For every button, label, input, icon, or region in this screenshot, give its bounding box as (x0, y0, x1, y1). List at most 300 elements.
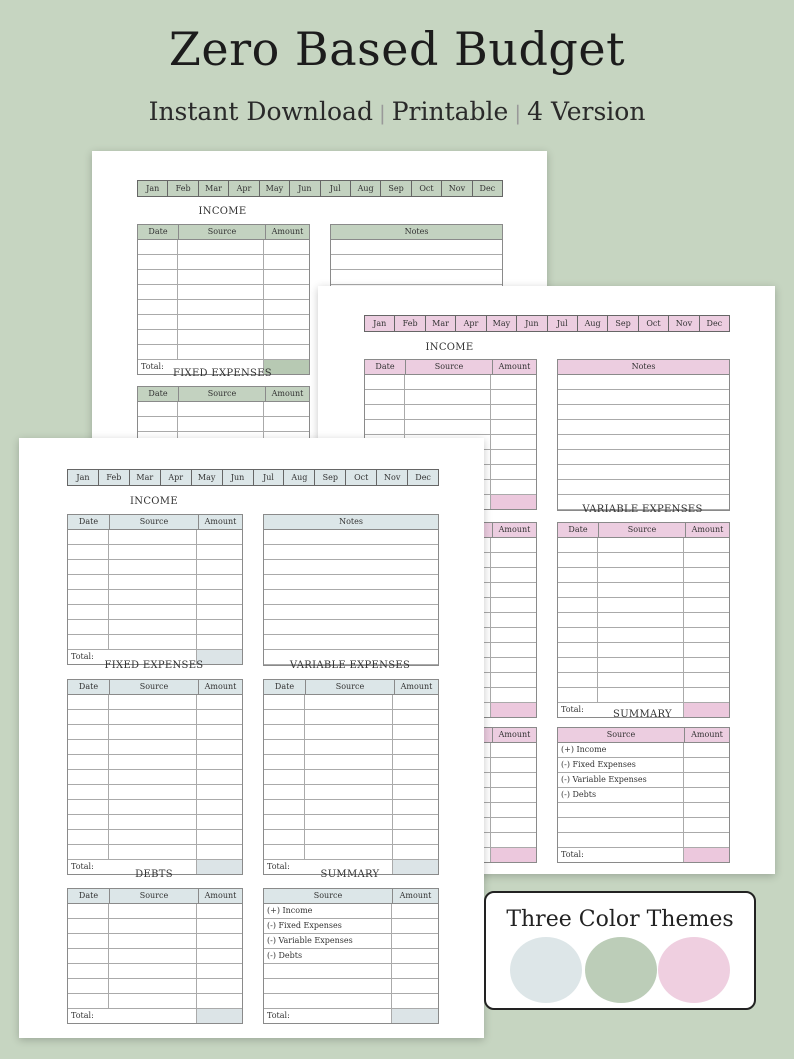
month-mar: Mar (426, 316, 456, 331)
col-source: Source (406, 360, 493, 374)
notes-table-header (331, 225, 502, 240)
cell (178, 285, 264, 299)
col-source: Source (558, 728, 685, 742)
cell (178, 417, 264, 431)
cell (684, 673, 729, 687)
month-may: May (192, 470, 223, 485)
cell (264, 560, 438, 574)
cell (393, 815, 438, 829)
cell (491, 598, 536, 612)
cell (491, 743, 536, 757)
cell (197, 620, 242, 634)
cell (393, 740, 438, 754)
col-amount: Amount (400, 682, 433, 691)
cell (197, 934, 242, 948)
col-date: Date (558, 523, 599, 537)
table-row (558, 583, 729, 598)
cell (684, 643, 729, 657)
col-source: Source (179, 225, 266, 239)
cell (264, 830, 305, 844)
col-date: Date (68, 889, 110, 903)
cell (109, 755, 197, 769)
cell (491, 450, 536, 464)
cell (138, 240, 178, 254)
cell (197, 785, 242, 799)
cell (197, 695, 242, 709)
cell (197, 979, 242, 993)
month-jun: Jun (290, 181, 320, 196)
cell (598, 673, 684, 687)
total-label: Total: (558, 848, 684, 862)
cell (264, 270, 309, 284)
cell (305, 785, 393, 799)
col-source: Source (599, 523, 686, 537)
cell (558, 803, 684, 817)
fixed-expenses-table (67, 679, 243, 875)
cell (264, 755, 305, 769)
cell (197, 949, 242, 963)
cell (68, 770, 109, 784)
cell (109, 635, 197, 649)
table-row (264, 635, 438, 650)
col-amount: Amount (271, 227, 304, 236)
cell (109, 575, 197, 589)
cell (109, 785, 197, 799)
table-row (138, 255, 309, 270)
cell (491, 375, 536, 389)
cell (68, 815, 109, 829)
cell (138, 270, 178, 284)
total-label: Total: (68, 650, 197, 664)
cell (109, 605, 197, 619)
cell (684, 818, 729, 832)
col-amount: Amount (399, 891, 432, 900)
section-title-income: INCOME (425, 342, 474, 353)
cell (264, 710, 305, 724)
table-row (138, 417, 309, 432)
col-source: Source (110, 680, 199, 694)
table-row (68, 530, 242, 545)
month-mar: Mar (199, 181, 229, 196)
table-row (264, 919, 438, 934)
cell (68, 545, 109, 559)
cell (558, 583, 598, 597)
debts-table (67, 888, 243, 1024)
cell (68, 994, 109, 1008)
cell (109, 740, 197, 754)
variable-expenses-table (263, 679, 439, 875)
color-themes-card (484, 891, 756, 1010)
cell (197, 605, 242, 619)
month-aug: Aug (351, 181, 381, 196)
cell (138, 345, 178, 359)
cell (264, 964, 392, 978)
cell (109, 620, 197, 634)
summary-item: (-) Fixed Expenses (558, 758, 684, 772)
cell (305, 815, 393, 829)
cell (305, 725, 393, 739)
cell (684, 803, 729, 817)
cell (491, 568, 536, 582)
income-table-header (68, 515, 242, 530)
cell (264, 530, 438, 544)
cell (68, 830, 109, 844)
cell (392, 1009, 438, 1023)
table-row (68, 545, 242, 560)
cell (197, 770, 242, 784)
table-row (68, 845, 242, 860)
cell (197, 964, 242, 978)
table-row (558, 628, 729, 643)
cell (684, 583, 729, 597)
table-row (68, 755, 242, 770)
month-apr: Apr (456, 316, 486, 331)
cell (68, 904, 109, 918)
section-title-debts: DEBTS (135, 869, 173, 880)
cell (684, 743, 729, 757)
table-row (264, 830, 438, 845)
cell (264, 402, 309, 416)
cell (68, 845, 109, 859)
month-dec: Dec (415, 473, 431, 482)
cell (68, 979, 109, 993)
table-row (68, 800, 242, 815)
cell (684, 598, 729, 612)
cell (264, 300, 309, 314)
cell (68, 575, 109, 589)
table-row (264, 740, 438, 755)
table-row (558, 465, 729, 480)
section-title-variable: VARIABLE EXPENSES (582, 504, 703, 515)
cell (558, 643, 598, 657)
summary-table (263, 888, 439, 1024)
cell (264, 994, 392, 1008)
month-jan: Jan (68, 470, 99, 485)
table-row (68, 785, 242, 800)
cell (138, 315, 178, 329)
cell (138, 285, 178, 299)
cell (178, 240, 264, 254)
cell (331, 255, 502, 269)
cell (393, 845, 438, 859)
cell (491, 703, 536, 717)
table-row (264, 605, 438, 620)
summary-item: (+) Income (264, 904, 392, 918)
table-row (558, 803, 729, 818)
cell (264, 315, 309, 329)
cell (109, 590, 197, 604)
cell (264, 695, 305, 709)
table-row (264, 755, 438, 770)
cell (197, 815, 242, 829)
cell (331, 270, 502, 284)
swatch-blue (510, 937, 582, 1003)
cell (178, 300, 264, 314)
table-row (558, 818, 729, 833)
page-title: Zero Based Budget (168, 22, 626, 76)
month-feb: Feb (168, 181, 198, 196)
cell (558, 480, 729, 494)
total-label: Total: (558, 703, 684, 717)
table-row (68, 904, 242, 919)
cell (178, 255, 264, 269)
cell (68, 934, 109, 948)
cell (558, 553, 598, 567)
table-row (264, 934, 438, 949)
cell (109, 919, 197, 933)
table-row (264, 964, 438, 979)
table-row (264, 994, 438, 1009)
cell (197, 575, 242, 589)
cell (109, 845, 197, 859)
table-row (331, 240, 502, 255)
cell (558, 390, 729, 404)
cell (109, 904, 197, 918)
cell (558, 833, 684, 847)
cell (178, 330, 264, 344)
cell (197, 740, 242, 754)
cell (365, 375, 405, 389)
cell (491, 818, 536, 832)
month-mar: Mar (130, 470, 161, 485)
cell (405, 405, 491, 419)
table-row (558, 375, 729, 390)
income-table-header (365, 360, 536, 375)
month-nov: Nov (669, 316, 699, 331)
total-label: Total: (264, 860, 393, 874)
table-row (68, 710, 242, 725)
cell (264, 255, 309, 269)
month-oct: Oct (639, 316, 669, 331)
table-row (558, 673, 729, 688)
cell (264, 545, 438, 559)
cell (684, 688, 729, 702)
col-source: Source (110, 515, 199, 529)
cell (392, 949, 438, 963)
col-source: Source (264, 889, 393, 903)
cell (393, 695, 438, 709)
cell (598, 598, 684, 612)
cell (178, 402, 264, 416)
cell (393, 770, 438, 784)
table-row (558, 598, 729, 613)
cell (393, 785, 438, 799)
table-row (68, 964, 242, 979)
cell (68, 800, 109, 814)
section-title-fixed: FIXED EXPENSES (104, 660, 204, 671)
month-sep: Sep (315, 470, 346, 485)
month-jul: Jul (254, 470, 285, 485)
table-row (264, 949, 438, 964)
cell (197, 545, 242, 559)
table-row (558, 758, 729, 773)
table-row (264, 800, 438, 815)
cell (598, 613, 684, 627)
table-row (68, 695, 242, 710)
table-row (558, 658, 729, 673)
cell (491, 643, 536, 657)
cell (305, 710, 393, 724)
cell (684, 773, 729, 787)
table-row (558, 568, 729, 583)
month-may: May (487, 316, 517, 331)
month-bar (137, 180, 503, 197)
col-amount: Amount (271, 389, 304, 398)
month-jun: Jun (517, 316, 547, 331)
cell (393, 710, 438, 724)
cell (598, 538, 684, 552)
cell (138, 417, 178, 431)
cell (491, 390, 536, 404)
cell (491, 435, 536, 449)
cell (109, 800, 197, 814)
summary-item: (-) Variable Expenses (558, 773, 684, 787)
month-jan: Jan (365, 316, 395, 331)
fixed-expenses-table-header (68, 680, 242, 695)
cell (491, 465, 536, 479)
table-row (264, 620, 438, 635)
cell (558, 375, 729, 389)
total-row (264, 1009, 438, 1023)
cell (365, 390, 405, 404)
variable-expenses-table-header (264, 680, 438, 695)
table-row (264, 590, 438, 605)
cell (264, 240, 309, 254)
cell (197, 755, 242, 769)
summary-table-header (558, 728, 729, 743)
col-source: Source (110, 889, 199, 903)
table-row (68, 815, 242, 830)
table-row (264, 904, 438, 919)
cell (491, 833, 536, 847)
cell (491, 583, 536, 597)
cell (558, 658, 598, 672)
col-date: Date (138, 225, 179, 239)
table-row (558, 643, 729, 658)
table-row (558, 833, 729, 848)
variable-expenses-table-header (558, 523, 729, 538)
cell (684, 833, 729, 847)
cell (109, 830, 197, 844)
cell (405, 420, 491, 434)
table-row (68, 919, 242, 934)
cell (684, 628, 729, 642)
col-date: Date (264, 680, 306, 694)
table-row (68, 740, 242, 755)
col-date: Date (68, 515, 110, 529)
cell (405, 375, 491, 389)
table-row (138, 270, 309, 285)
summary-table (557, 727, 730, 863)
table-row (68, 994, 242, 1009)
table-row (264, 785, 438, 800)
col-amount: Amount (204, 891, 237, 900)
table-row (138, 285, 309, 300)
table-row (264, 560, 438, 575)
cell (598, 568, 684, 582)
cell (68, 710, 109, 724)
cell (393, 830, 438, 844)
col-amount: Amount (691, 730, 723, 739)
cell (305, 755, 393, 769)
month-jul: Jul (548, 316, 578, 331)
table-row (264, 710, 438, 725)
debts-table-header (68, 889, 242, 904)
cell (264, 725, 305, 739)
cell (264, 590, 438, 604)
total-row (558, 848, 729, 862)
month-sep: Sep (381, 181, 411, 196)
cell (365, 420, 405, 434)
cell (109, 710, 197, 724)
cell (264, 815, 305, 829)
month-apr: Apr (161, 470, 192, 485)
table-row (264, 845, 438, 860)
col-source: Source (306, 680, 395, 694)
col-notes: Notes (339, 517, 363, 526)
table-row (264, 979, 438, 994)
cell (598, 553, 684, 567)
section-title-income: INCOME (130, 496, 178, 507)
cell (684, 538, 729, 552)
month-jan: Jan (138, 181, 168, 196)
cell (109, 560, 197, 574)
cell (558, 628, 598, 642)
cell (491, 613, 536, 627)
month-aug: Aug (578, 316, 608, 331)
swatch-green (585, 937, 657, 1003)
section-title-fixed: FIXED EXPENSES (173, 368, 272, 379)
cell (68, 949, 109, 963)
notes-table (263, 514, 439, 666)
cell (684, 658, 729, 672)
cell (491, 848, 536, 862)
table-row (558, 405, 729, 420)
cell (68, 785, 109, 799)
month-dec: Dec (706, 319, 723, 328)
cell (392, 904, 438, 918)
cell (305, 740, 393, 754)
cell (197, 560, 242, 574)
cell (109, 964, 197, 978)
table-row (264, 695, 438, 710)
cell (331, 240, 502, 254)
cell (684, 613, 729, 627)
cell (264, 345, 309, 359)
cell (491, 553, 536, 567)
table-row (558, 553, 729, 568)
cell (197, 635, 242, 649)
table-row (264, 815, 438, 830)
cell (264, 740, 305, 754)
cell (109, 949, 197, 963)
cell (68, 560, 109, 574)
cell (365, 405, 405, 419)
cell (109, 815, 197, 829)
cell (598, 643, 684, 657)
table-row (68, 934, 242, 949)
cell (392, 919, 438, 933)
cell (197, 725, 242, 739)
cell (68, 725, 109, 739)
cell (558, 613, 598, 627)
cell (598, 658, 684, 672)
cell (197, 590, 242, 604)
cell (68, 919, 109, 933)
cell (264, 330, 309, 344)
cell (491, 480, 536, 494)
cell (684, 553, 729, 567)
